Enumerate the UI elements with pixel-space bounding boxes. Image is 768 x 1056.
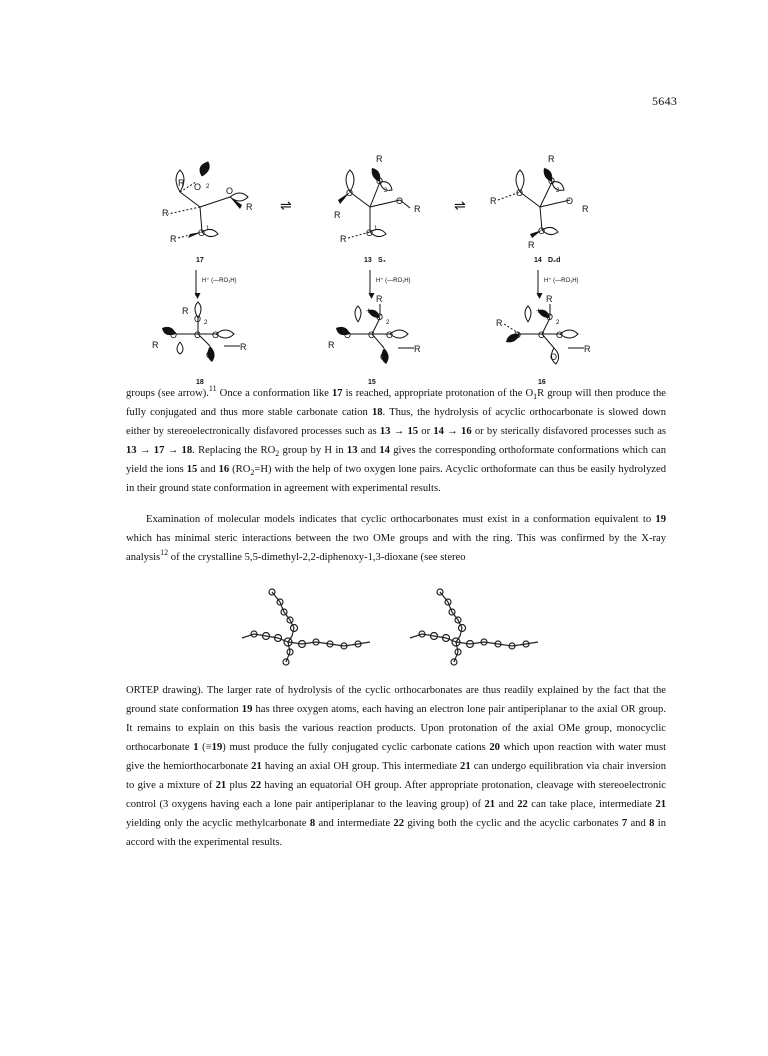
svg-text:R: R — [496, 318, 503, 328]
text-run: can take place, intermediate — [527, 799, 656, 810]
reference-number: 11 — [208, 384, 217, 393]
structure-18-drawing — [152, 302, 247, 362]
text-run: of the crystalline 5,5-dimethyl-2,2-diphenoxy-1,3-dioxane (see stereo — [168, 552, 466, 563]
text-run: or — [418, 426, 434, 437]
compound-number: 22 — [517, 799, 528, 810]
svg-text:O: O — [514, 330, 522, 340]
svg-text:O: O — [198, 228, 206, 238]
svg-text:2: 2 — [206, 184, 210, 190]
text-run: ORTEP drawing). The larger rate of hydrolysis of the cyclic orthocarbonates are thus readily explained by the fact that the ground state conformation — [126, 685, 666, 715]
svg-text:R: R — [546, 294, 553, 304]
paragraph-1 — [126, 384, 666, 498]
compound-number: 22 — [393, 818, 405, 829]
paragraph-2 — [126, 510, 666, 567]
svg-text:O: O — [546, 312, 554, 322]
text-run: can undergo equilibration via chair inversion to give a mixture of — [126, 761, 667, 791]
svg-text:R: R — [490, 196, 497, 206]
svg-text:R: R — [240, 342, 247, 352]
equilibrium-arrow-2: ⇌ — [454, 198, 466, 214]
subscript: 2 — [250, 468, 255, 478]
text-run: yielding only the acyclic methylcarbonate — [126, 818, 310, 829]
compound-number: 13 — [379, 426, 391, 437]
compound-number: 8 — [309, 818, 316, 829]
svg-text:C: C — [368, 330, 375, 340]
svg-text:O: O — [380, 352, 388, 362]
svg-text:R: R — [340, 234, 347, 244]
structure-15-drawing — [328, 294, 421, 364]
svg-text:2: 2 — [556, 320, 560, 326]
structure-13-drawing — [334, 154, 421, 244]
svg-text:R: R — [414, 344, 421, 354]
svg-text:O: O — [550, 352, 558, 362]
compound-number: 13 — [126, 445, 137, 456]
text-run: giving both the cyclic and the acyclic carbonates — [404, 818, 622, 829]
text-run: ) must produce the fully conjugated cyclic carbonate cations — [222, 742, 490, 753]
svg-text:O: O — [194, 314, 202, 324]
svg-text:O: O — [206, 350, 214, 360]
compound-number: 16 — [218, 464, 230, 475]
paragraph-3 — [126, 681, 666, 852]
svg-text:2: 2 — [384, 188, 388, 194]
compound-number: 8 — [649, 818, 655, 829]
compound-number: 15 — [186, 464, 198, 475]
compound-number: 14 — [433, 426, 444, 437]
protonation-reagent-left: H⁺ (—RO₁H) — [202, 278, 237, 284]
svg-text:O: O — [366, 228, 374, 238]
compound-number: 17 — [153, 445, 165, 456]
text-run: and — [627, 818, 650, 829]
text-run: and intermediate — [315, 818, 394, 829]
svg-text:R: R — [584, 344, 591, 354]
svg-text:R: R — [162, 208, 169, 218]
text-run: is reached, appropriate protonation of the O — [342, 388, 534, 399]
compound-number: 7 — [621, 818, 628, 829]
compound-number: 14 — [379, 445, 390, 456]
structure-14-symmetry-label: D₂d — [548, 257, 561, 264]
text-run: and — [357, 445, 380, 456]
svg-text:R: R — [182, 306, 189, 316]
subscript: 1 — [533, 392, 538, 402]
text-run: (RO — [229, 464, 251, 475]
text-run: group by H in — [279, 445, 347, 456]
equilibrium-arrow-1: ⇌ — [280, 198, 292, 214]
compound-number: 18 — [371, 407, 383, 418]
svg-text:O: O — [212, 330, 220, 340]
svg-text:C: C — [194, 330, 201, 340]
svg-text:+: + — [366, 306, 372, 316]
structure-15-number: 15 — [368, 379, 376, 384]
structure-16-number: 16 — [538, 379, 546, 384]
svg-text:R: R — [328, 340, 335, 350]
structure-16-drawing — [496, 294, 591, 364]
svg-text:O: O — [548, 176, 556, 186]
compound-number: 20 — [489, 742, 500, 753]
svg-text:2: 2 — [204, 320, 208, 326]
text-run: plus — [226, 780, 251, 791]
text-run: which upon reaction with water must give the hemiorthocarbonate — [126, 742, 667, 772]
svg-text:R: R — [170, 234, 177, 244]
text-run: gives the corresponding orthoformate conformations which can yield the ions — [126, 445, 666, 475]
text-run: . Thus, the hydrolysis of acyclic orthocarbonate is slowed down either by stereoelectronically disfavored processes such as — [126, 407, 666, 437]
svg-text:O: O — [386, 330, 394, 340]
protonation-reagent-right: H⁺ (—RO₁H) — [544, 278, 579, 284]
protonation-reagent-middle: H⁺ (—RO₁H) — [376, 278, 411, 284]
svg-text:O: O — [516, 188, 524, 198]
text-run: (≡ — [198, 742, 212, 753]
text-run: . Replacing the RO — [192, 445, 276, 456]
svg-text:R: R — [414, 204, 421, 214]
text-run: groups (see arrow). — [126, 388, 209, 399]
structure-17-drawing — [162, 162, 253, 244]
compound-number: 21 — [655, 799, 667, 810]
svg-text:O: O — [346, 188, 354, 198]
svg-text:2: 2 — [386, 320, 390, 326]
protonation-arrow-right — [538, 270, 579, 296]
svg-text:O: O — [556, 330, 564, 340]
svg-text:O: O — [396, 196, 404, 206]
text-run: and — [197, 464, 219, 475]
text-run: → — [164, 445, 182, 456]
compound-number: 18 — [181, 445, 193, 456]
structure-13-number: 13 — [364, 257, 372, 264]
svg-text:O: O — [376, 312, 384, 322]
compound-number: 19 — [655, 514, 666, 525]
compound-number: 19 — [241, 704, 253, 715]
text-run: in accord with the experimental results. — [126, 818, 667, 848]
reference-number: 12 — [160, 548, 169, 557]
svg-text:R: R — [178, 178, 185, 188]
svg-text:C: C — [538, 330, 545, 340]
text-run: has three oxygen atoms, each having an electron lone pair antiperiplanar to the axial OR group. It remains to explain on this basis the various reaction products. Upon protonation of the axial OMe group, monocyclic orthocarbonate — [126, 704, 666, 753]
structure-14-number: 14 — [534, 257, 542, 264]
text-run: having an axial OH group. This intermediate — [261, 761, 461, 772]
svg-text:O: O — [376, 176, 384, 186]
text-run: → — [443, 426, 462, 437]
svg-text:R: R — [528, 240, 535, 250]
compound-number: 21 — [215, 780, 227, 791]
text-run: R group will then produce the fully conjugated and thus more stable carbonate cation — [126, 388, 666, 418]
ortep-right-view — [410, 589, 538, 665]
compound-number: 16 — [461, 426, 472, 437]
svg-text:O: O — [170, 330, 178, 340]
text-run: → — [136, 445, 154, 456]
protonation-arrow-middle — [370, 270, 411, 296]
text-run: which has minimal steric interactions between the two OMe groups and with the ring. This was confirmed by the X-ray analysis — [126, 533, 666, 563]
structure-13-symmetry-label: S₄ — [378, 257, 387, 264]
svg-text:R: R — [246, 202, 253, 212]
text-run: having an equatorial OH group. After appropriate protonation, cleavage with stereoelectronic control (3 oxygens having each a lone pair antiperiplanar to the leaving group) of — [126, 780, 666, 810]
svg-text:R: R — [376, 154, 383, 164]
svg-text:O: O — [226, 186, 234, 196]
compound-number: 22 — [250, 780, 262, 791]
compound-number: 15 — [407, 426, 419, 437]
compound-number: 21 — [251, 761, 262, 772]
svg-text:O: O — [538, 226, 546, 236]
compound-number: 21 — [484, 799, 496, 810]
ortep-stereo-drawing — [232, 572, 552, 672]
svg-text:R: R — [548, 154, 555, 164]
svg-text:R: R — [334, 210, 341, 220]
text-run: Once a conformation like — [216, 388, 332, 399]
text-run: and — [495, 799, 518, 810]
ortep-left-view — [242, 589, 370, 665]
svg-text:1: 1 — [374, 226, 378, 232]
compound-number: 17 — [331, 388, 343, 399]
structure-14-drawing — [490, 154, 589, 250]
text-run: or by sterically disfavored processes such as — [471, 426, 667, 437]
svg-text:+: + — [536, 306, 542, 316]
svg-text:R: R — [582, 204, 589, 214]
svg-text:2: 2 — [556, 188, 560, 194]
compound-number: 21 — [460, 761, 471, 772]
reaction-scheme-figure — [120, 152, 640, 384]
svg-text:1: 1 — [206, 226, 210, 232]
svg-text:O: O — [344, 330, 352, 340]
svg-text:O: O — [194, 182, 202, 192]
svg-text:R: R — [152, 340, 159, 350]
svg-text:O: O — [566, 196, 574, 206]
compound-number: 13 — [346, 445, 358, 456]
protonation-arrow-left — [196, 270, 237, 296]
subscript: 2 — [275, 449, 280, 459]
page-number: 5643 — [652, 94, 678, 108]
text-run: =H) with the help of two oxygen lone pairs. Acyclic orthoformate can thus be easily hydrolyzed in their ground state conformation in agreement with experimental results. — [126, 464, 666, 494]
text-run: Examination of molecular models indicates that cyclic orthocarbonates must exist in a conformation equivalent to — [146, 514, 656, 525]
text-run: → — [390, 426, 408, 437]
svg-text:R: R — [376, 294, 383, 304]
structure-17-number: 17 — [196, 257, 204, 264]
compound-number: 1 — [193, 742, 199, 753]
structure-18-number: 18 — [196, 379, 204, 384]
compound-number: 19 — [211, 742, 223, 753]
